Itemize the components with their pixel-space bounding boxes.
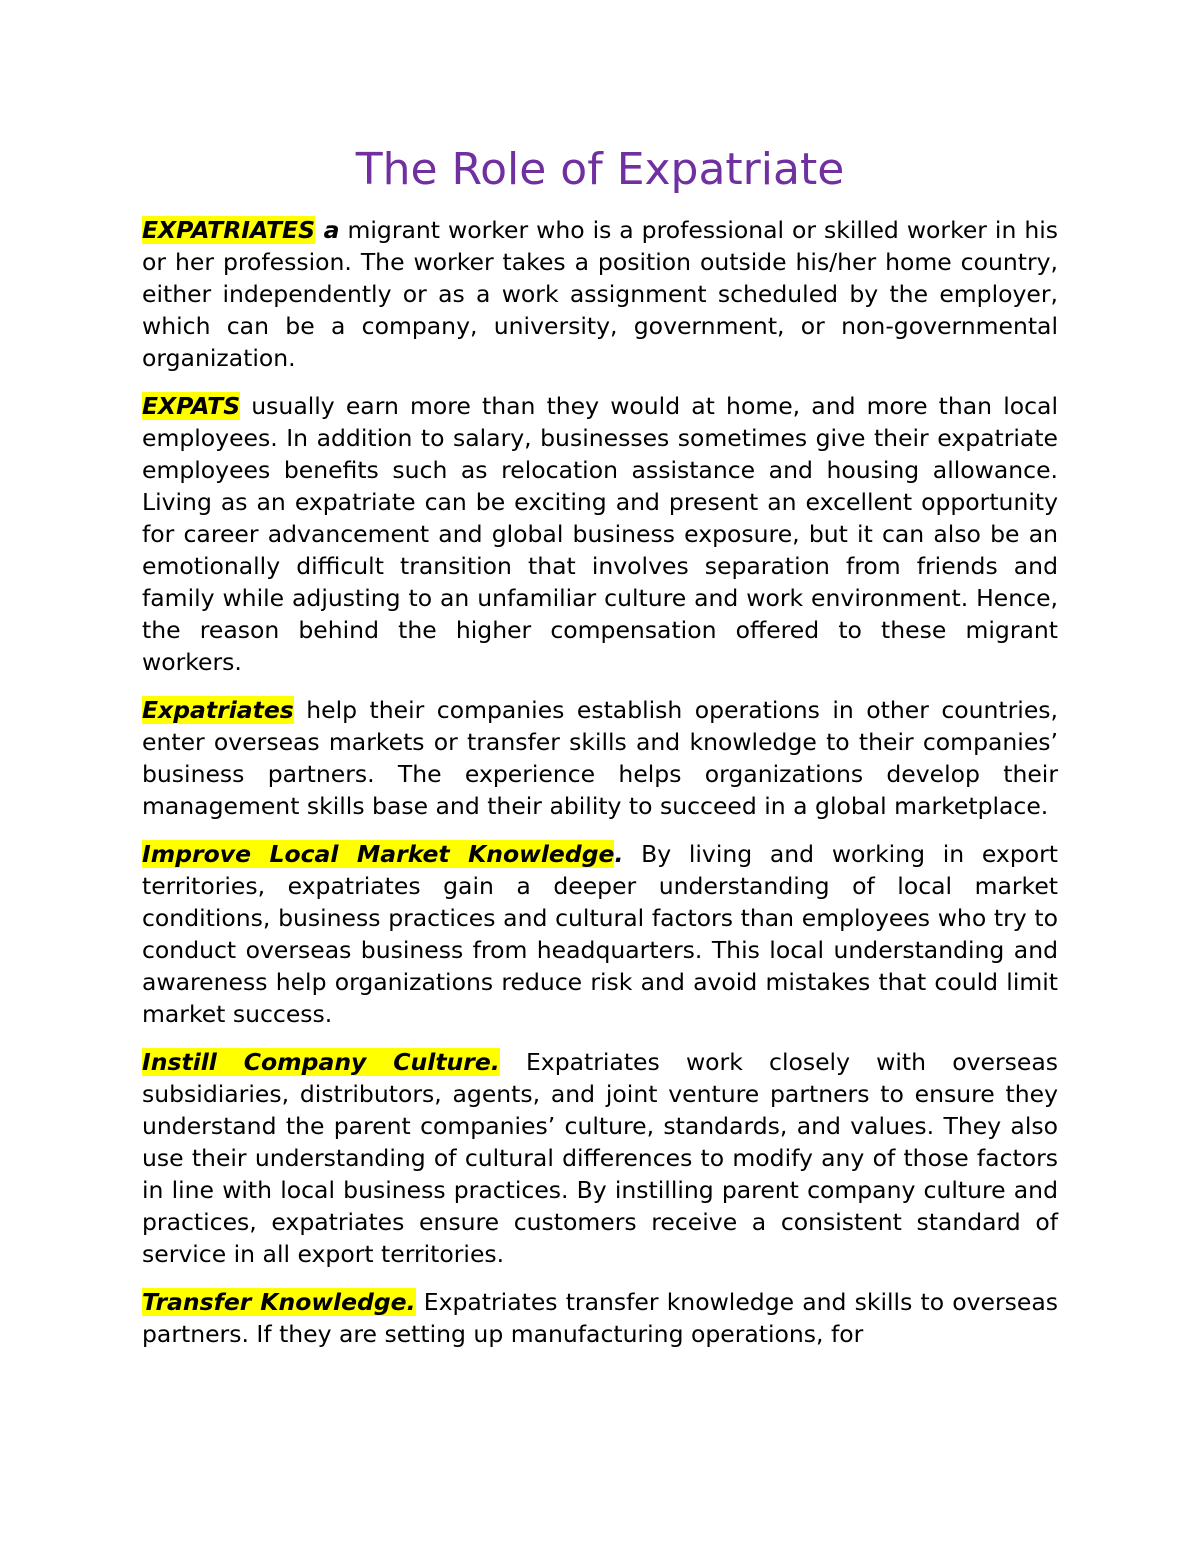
highlighted-term: Instill Company Culture. — [142, 1048, 500, 1076]
highlighted-term: Expatriates — [142, 696, 294, 724]
paragraph-text: By living and working in export territories, expatriates gain a deeper understanding of local market conditions, business practices and cultural factors than employees who try to conduct overseas business from headquarters. This local understanding and awareness help organizations reduce risk and avoid mistakes that could limit market success. — [142, 840, 1059, 1028]
highlighted-term: EXPATRIATES — [142, 216, 315, 244]
page-title: The Role of Expatriate — [355, 144, 845, 195]
paragraph-text: usually earn more than they would at home, and more than local employees. In addition to salary, businesses sometimes give their expatriate employees benefits such as relocation assistance and housing allowance. Living as an expatriate can be exciting and present an excellent opportunity for career advancement and global business exposure, but it can also be an emotionally difficult transition that involves separation from friends and family while adjusting to an unfamiliar culture and work environment. Hence, the reason behind the higher compensation offered to these migrant workers. — [142, 392, 1058, 676]
paragraph-text: help their companies establish operations in other countries, enter overseas markets or transfer skills and knowledge to their companies’ business partners. The experience helps organizations develop their management skills base and their ability to succeed in a global marketplace. — [142, 696, 1058, 820]
paragraph-expats-compensation — [142, 390, 1058, 678]
highlighted-term: EXPATS — [142, 392, 241, 420]
term-suffix: . — [614, 840, 624, 868]
paragraph-instill-company-culture — [142, 1046, 1058, 1270]
paragraph-text: migrant worker who is a professional or skilled worker in his or her profession. The worker takes a position outside his/her home country, either independently or as a work assignment scheduled by the employer, which can be a company, university, government, or non-governmental organization. — [142, 216, 1058, 372]
paragraph-text: Expatriates transfer knowledge and skills to overseas partners. If they are setting up manufacturing operations, for — [142, 1288, 1059, 1348]
paragraph-expatriates-help — [142, 694, 1058, 822]
highlighted-term: Improve Local Market Knowledge — [142, 840, 615, 868]
document-body — [142, 214, 1058, 1366]
paragraph-transfer-knowledge — [142, 1286, 1058, 1350]
paragraph-improve-market-knowledge — [142, 838, 1058, 1030]
highlighted-term: Transfer Knowledge. — [142, 1288, 416, 1316]
paragraph-expatriates-definition — [142, 214, 1058, 374]
paragraph-text: Expatriates work closely with overseas subsidiaries, distributors, agents, and joint venture partners to ensure they understand the parent companies’ culture, standards, and values. They also use their understanding of cultural differences to modify any of those factors in line with local business practices. By instilling parent company culture and practices, expatriates ensure customers receive a consistent standard of service in all export territories. — [142, 1048, 1058, 1268]
term-suffix: a — [315, 216, 340, 244]
